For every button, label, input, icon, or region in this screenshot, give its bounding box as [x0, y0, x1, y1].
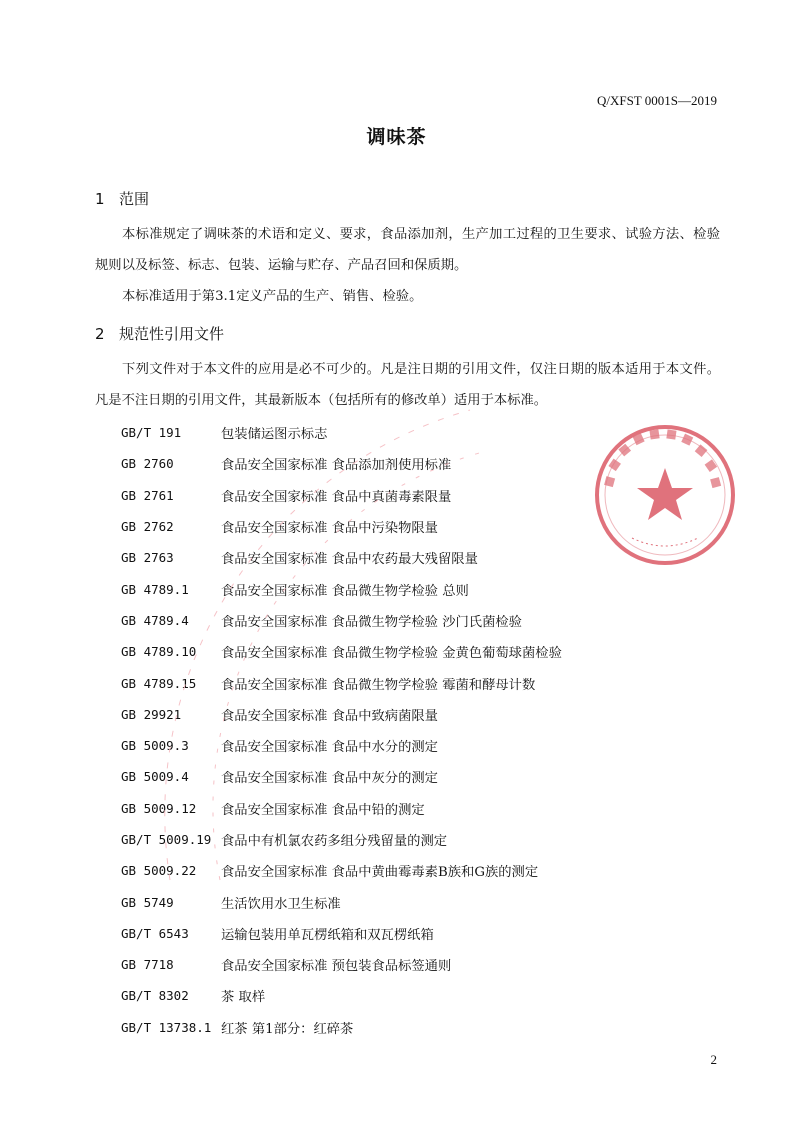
reference-code: GB 4789.15: [121, 675, 197, 691]
reference-code: GB 2762: [121, 519, 174, 535]
section-1-heading: [95, 188, 149, 209]
document-title: 调味茶: [366, 126, 427, 148]
reference-code: GB 2760: [121, 456, 174, 472]
reference-code: GB 5009.22: [121, 863, 197, 879]
reference-title: 食品安全国家标准 食品中灰分的测定: [221, 771, 438, 787]
reference-item: [121, 918, 562, 949]
reference-title: 运输包装用单瓦楞纸箱和双瓦楞纸箱: [221, 927, 434, 943]
reference-item: [121, 886, 562, 917]
reference-title: 食品安全国家标准 食品中黄曲霉毒素B族和G族的测定: [221, 865, 539, 881]
reference-title: 食品安全国家标准 预包装食品标签通则: [221, 959, 452, 975]
reference-item: [121, 824, 562, 855]
reference-code: GB/T 8302: [121, 988, 189, 1004]
reference-title: 生活饮用水卫生标准: [221, 896, 341, 912]
reference-item: [121, 511, 562, 542]
reference-code: GB 5749: [121, 894, 174, 910]
standard-code: Q/XFST 0001S—2019: [596, 93, 717, 108]
section-number: 1: [95, 190, 105, 208]
reference-item: [121, 605, 562, 636]
reference-item: [121, 761, 562, 792]
reference-code: GB 29921: [121, 706, 182, 722]
reference-title: 包装储运图示标志: [221, 427, 328, 443]
reference-code: GB 5009.12: [121, 800, 197, 816]
reference-title: 茶 取样: [221, 990, 266, 1006]
section-number: 2: [95, 325, 105, 343]
section-heading-text: 范围: [119, 190, 150, 208]
reference-title: 红茶 第1部分：红碎茶: [221, 1021, 354, 1037]
star-icon: [637, 468, 693, 520]
reference-item: [121, 1012, 562, 1043]
reference-title: 食品安全国家标准 食品中农药最大残留限量: [221, 552, 478, 568]
reference-item: [121, 980, 562, 1011]
reference-list: [121, 417, 562, 1043]
reference-item: [121, 793, 562, 824]
section-1-paragraph-2: 本标准适用于第3.1定义产品的生产、销售、检验。: [122, 289, 423, 304]
reference-code: GB/T 13738.1: [121, 1019, 212, 1035]
page-number: 2: [710, 1052, 717, 1067]
reference-item: [121, 949, 562, 980]
reference-item: [121, 448, 562, 479]
reference-code: GB 4789.10: [121, 644, 197, 660]
reference-code: GB/T 191: [121, 425, 182, 441]
reference-item: [121, 730, 562, 761]
reference-code: GB/T 5009.19: [121, 832, 212, 847]
reference-title: 食品中有机氯农药多组分残留量的测定: [221, 834, 448, 849]
company-seal: [590, 420, 740, 570]
reference-item: [121, 699, 562, 730]
reference-item: [121, 542, 562, 573]
reference-item: [121, 573, 562, 604]
reference-code: GB 2761: [121, 487, 174, 503]
reference-item: [121, 855, 562, 886]
reference-code: GB 5009.4: [121, 769, 189, 785]
reference-title: 食品安全国家标准 食品中污染物限量: [221, 521, 438, 537]
reference-code: GB 4789.4: [121, 612, 189, 628]
reference-code: GB 5009.3: [121, 738, 189, 754]
section-2-paragraph-1: 下列文件对于本文件的应用是必不可少的。凡是注日期的引用文件，仅注日期的版本适用于本文件。凡是不注日期的引用文件，其最新版本（包括所有的修改单）适用于本标准。: [95, 362, 720, 408]
reference-title: 食品安全国家标准 食品中铅的测定: [221, 802, 425, 818]
reference-title: 食品安全国家标准 食品微生物学检验 金黄色葡萄球菌检验: [221, 646, 562, 662]
reference-code: GB 2763: [121, 550, 174, 566]
reference-title: 食品安全国家标准 食品添加剂使用标准: [221, 458, 452, 474]
reference-title: 食品安全国家标准 食品微生物学检验 沙门氏菌检验: [221, 614, 522, 630]
reference-title: 食品安全国家标准 食品微生物学检验 霉菌和酵母计数: [221, 677, 536, 693]
section-2-heading: [95, 323, 224, 344]
reference-title: 食品安全国家标准 食品中致病菌限量: [221, 708, 438, 724]
reference-title: 食品安全国家标准 食品微生物学检验 总则: [221, 583, 469, 599]
section-heading-text: 规范性引用文件: [119, 325, 225, 343]
reference-code: GB/T 6543: [121, 925, 189, 941]
reference-item: [121, 636, 562, 667]
section-1-paragraph-1: 本标准规定了调味茶的术语和定义、要求，食品添加剂，生产加工过程的卫生要求、试验方法、检验规则以及标签、标志、包装、运输与贮存、产品召回和保质期。: [95, 227, 720, 273]
reference-title: 食品安全国家标准 食品中真菌毒素限量: [221, 489, 452, 505]
reference-code: GB 7718: [121, 957, 174, 973]
reference-item: [121, 480, 562, 511]
reference-title: 食品安全国家标准 食品中水分的测定: [221, 740, 438, 756]
reference-code: GB 4789.1: [121, 581, 189, 597]
reference-item: [121, 667, 562, 698]
reference-item: [121, 417, 562, 448]
